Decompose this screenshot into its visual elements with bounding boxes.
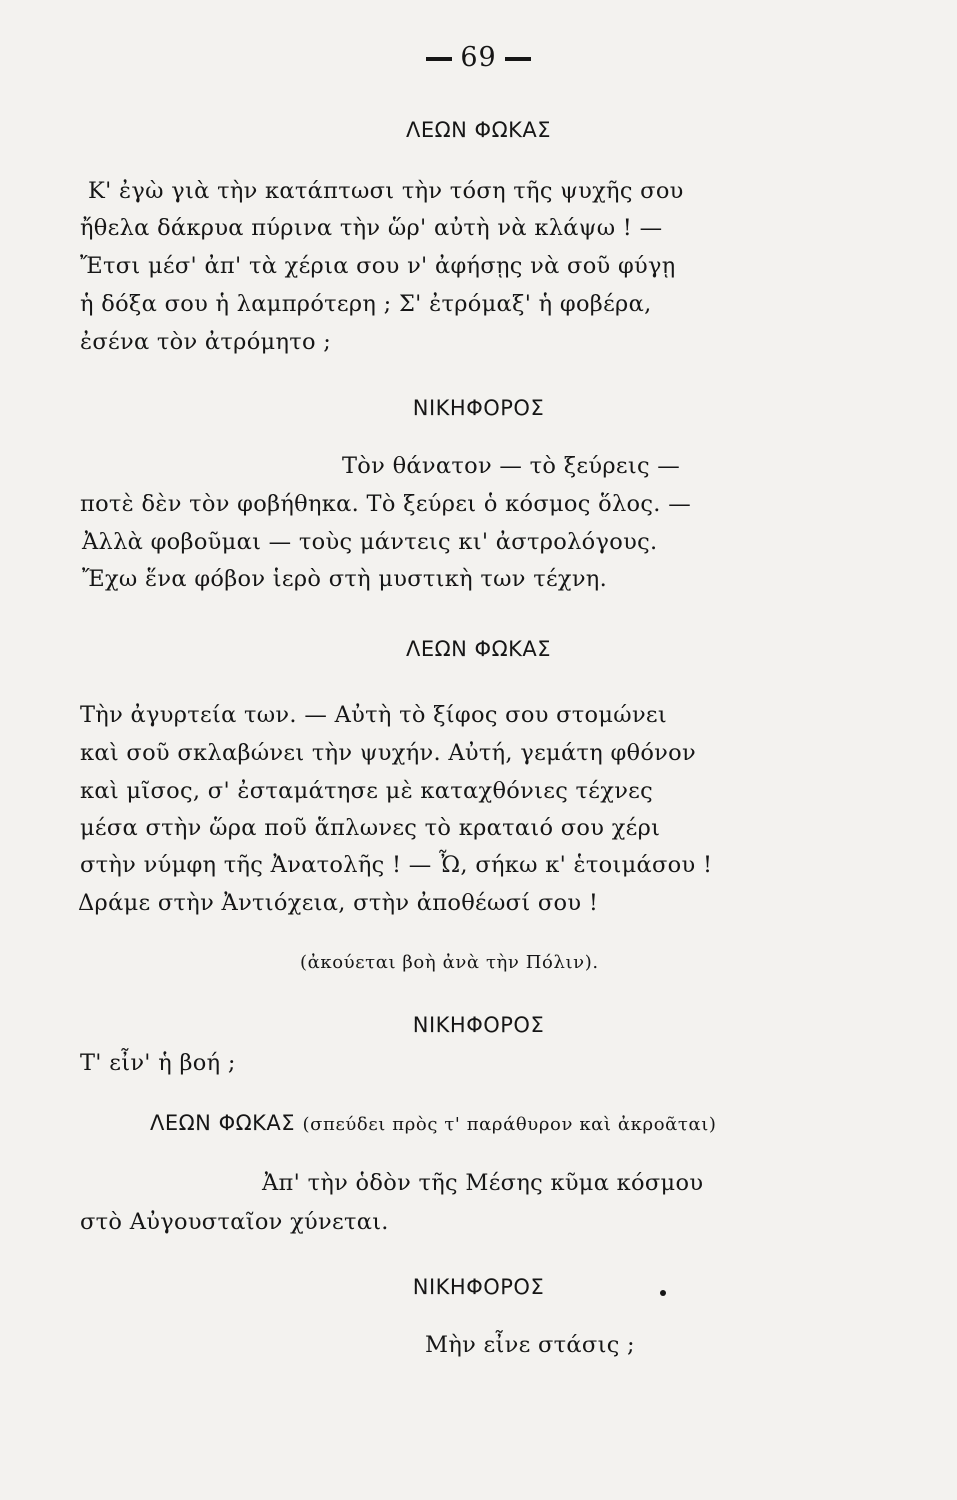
speaker-heading: ΝΙΚΗΦΟΡΟΣ xyxy=(412,1275,545,1299)
verse-line: ἡ δόξα σου ἡ λαμπρότερη ; Σ' ἐτρόμαξ' ἡ φοβέρα, xyxy=(80,291,652,317)
ink-speck xyxy=(660,1290,666,1296)
verse-line: ἐσένα τὸν ἀτρόμητο ; xyxy=(80,329,332,355)
verse-line: Τ' εἶν' ἡ βοή ; xyxy=(80,1050,236,1076)
ornament-left xyxy=(426,57,452,61)
verse-line: καὶ σοῦ σκλαβώνει τὴν ψυχήν. Αὐτή, γεμάτη φθόνον xyxy=(80,740,696,766)
verse-line: Ἀλλὰ φοβοῦμαι — τοὺς μάντεις κι' ἀστρολόγους. xyxy=(82,529,658,555)
speaker-heading: ΝΙΚΗΦΟΡΟΣ xyxy=(412,396,545,420)
verse-line: Δράμε στὴν Ἀντιόχεια, στὴν ἀποθέωσί σου ! xyxy=(78,890,599,916)
verse-line: καὶ μῖσος, σ' ἐσταμάτησε μὲ καταχθόνιες τέχνες xyxy=(80,778,654,804)
verse-line: Κ' ἐγὼ γιὰ τὴν κατάπτωσι τὴν τόση τῆς ψυχῆς σου xyxy=(88,178,684,204)
verse-line: στὸ Αὐγουσταῖον χύνεται. xyxy=(80,1209,389,1235)
verse-line: στὴν νύμφη τῆς Ἀνατολῆς ! — Ὦ, σήκω κ' ἑτοιμάσου ! xyxy=(80,852,713,878)
verse-line: ἤθελα δάκρυα πύρινα τὴν ὥρ' αὐτὴ νὰ κλάψω ! — xyxy=(80,215,663,241)
verse-line: μέσα στὴν ὥρα ποῦ ἅπλωνες τὸ κραταιό σου χέρι xyxy=(80,815,661,841)
page-number xyxy=(0,42,957,73)
verse-line: ποτὲ δὲν τὸν φοβήθηκα. Τὸ ξεύρει ὁ κόσμος ὅλος. — xyxy=(80,491,691,517)
speaker-heading: ΛΕΩΝ ΦΩΚΑΣ xyxy=(150,1111,296,1135)
verse-line: Ἔχω ἕνα φόβον ἱερὸ στὴ μυστικὴ των τέχνη. xyxy=(82,566,608,592)
speaker-heading: ΛΕΩΝ ΦΩΚΑΣ xyxy=(405,118,552,142)
speaker-with-direction xyxy=(150,1110,717,1136)
ornament-right xyxy=(505,57,531,61)
verse-line: Ἀπ' τὴν ὁδὸν τῆς Μέσης κῦμα κόσμου xyxy=(262,1170,704,1196)
verse-line: Μὴν εἶνε στάσις ; xyxy=(425,1332,635,1358)
speaker-heading: ΝΙΚΗΦΟΡΟΣ xyxy=(412,1013,545,1037)
stage-direction: (ἀκούεται βοὴ ἀνὰ τὴν Πόλιν). xyxy=(300,952,599,973)
stage-direction: (σπεύδει πρὸς τ' παράθυρον καὶ ἀκροᾶται) xyxy=(302,1114,717,1135)
page-number-text: 69 xyxy=(460,42,497,73)
verse-line: Τὴν ἀγυρτεία των. — Αὐτὴ τὸ ξίφος σου στομώνει xyxy=(80,702,668,728)
speaker-heading: ΛΕΩΝ ΦΩΚΑΣ xyxy=(405,637,552,661)
verse-line: Ἔτσι μέσ' ἀπ' τὰ χέρια σου ν' ἀφήσῃς νὰ σοῦ φύγῃ xyxy=(80,253,676,279)
verse-line: Τὸν θάνατον — τὸ ξεύρεις — xyxy=(342,453,681,479)
